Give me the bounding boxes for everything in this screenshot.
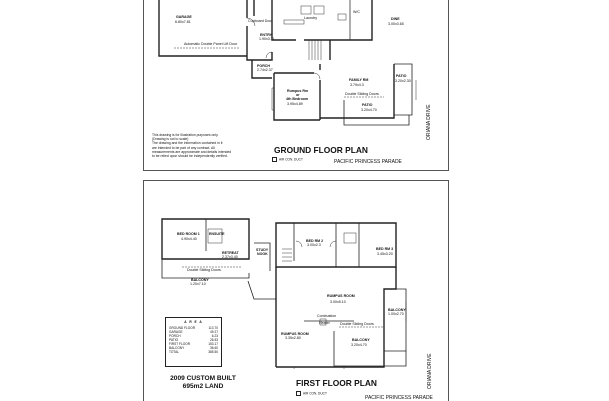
ground-floor-sheet	[143, 0, 449, 171]
cupboard-door-label: Cupboard Door	[248, 19, 273, 23]
ground-street-side: ORIANA DRIVE	[426, 104, 432, 140]
first-street-side: ORIANA DRIVE	[427, 353, 433, 389]
nook-label: NOOK	[257, 252, 268, 256]
patio-dimension: 3.20x4.70	[361, 108, 377, 112]
area-row: PORCH 6.23	[169, 334, 218, 338]
first-floor-title: FIRST FLOOR PLAN	[296, 378, 377, 388]
patio-label: PATIO	[362, 103, 373, 107]
area-table	[165, 317, 222, 367]
entry-dimension: 1.90x3.71	[259, 37, 275, 41]
study-label: STUDY	[256, 248, 269, 252]
first-floor-plan-drawing	[144, 181, 448, 401]
balcony-left-label: BALCONY	[191, 278, 209, 282]
dine-dimension: 3.00x3.65	[388, 22, 404, 26]
laundry-label: Laundry	[304, 16, 317, 20]
ensuite-label: ENSUITE	[209, 232, 225, 236]
balcony-right-label: BALCONY	[388, 308, 406, 312]
first-legend: AIR CON. DUCT	[296, 391, 327, 396]
ground-floor-title: GROUND FLOOR PLAN	[274, 145, 368, 155]
retreat-label: RETREAT	[222, 251, 239, 255]
wc-label: W/C	[353, 10, 360, 14]
porch-dimension: 2.74x2.37	[257, 68, 273, 72]
balcony-left-dimension: 1.20x7.10	[190, 282, 206, 286]
garage-label: GARAGE	[176, 15, 192, 19]
porch-label: PORCH	[257, 64, 270, 68]
area-table-header: A R E A	[184, 320, 203, 324]
area-row: GROUND FLOOR 113.70	[169, 326, 218, 330]
area-row: TOTAL 385.50	[169, 350, 218, 354]
dine-label: DINE	[391, 17, 400, 21]
area-row: BALCONY 36.60	[169, 346, 218, 350]
side-patio-dimension: 3.20x2.30	[395, 79, 411, 83]
bed1-dimension: 4.90x4.40	[181, 237, 197, 241]
retreat-dimension: 2.37x3.40	[222, 255, 238, 259]
custom-built-text: 2009 CUSTOM BUILT 695m2 LAND	[170, 375, 236, 390]
first-street-bottom: PACIFIC PRINCESS PARADE	[365, 395, 433, 401]
balcony-right-dimension: 1.00x2.70	[388, 312, 404, 316]
rumpus-dimension: 3.95x4.89	[287, 102, 303, 106]
family-room-label: FAMILY RM	[349, 78, 369, 82]
bed1-sliding-doors-label: Double Sliding Doors	[187, 268, 221, 272]
rumpus-room-label: RUMPUS ROOM	[327, 294, 355, 298]
ground-legend: AIR CON. DUCT	[272, 157, 303, 162]
balcony-bottom-label: BALCONY	[352, 338, 370, 342]
disclaimer-text: This drawing is for illustration purposes only. (Drawing is not to scale) The drawing and the information contained in it are intended to be part of any contract. All measurements are approximate and details intended to be relied upon should be independently verified.	[152, 133, 232, 159]
ground-street-bottom: PACIFIC PRINCESS PARADE	[334, 159, 402, 165]
rumpus-room-dimension: 3.00x5.10	[330, 300, 346, 304]
area-row: PATIO 26.53	[169, 338, 218, 342]
rumpus-label: Rumpus Rm	[287, 89, 309, 93]
family-room-dimension: 3.79x4.3	[350, 83, 364, 87]
air-con-duct-icon	[272, 157, 277, 162]
bed1-label: BED ROOM 1	[177, 232, 200, 236]
bed3-dimension: 3.45x3.20	[377, 252, 393, 256]
sliding-doors-label: Double Sliding Doors	[345, 92, 379, 96]
bed3-label: BED RM 3	[376, 247, 394, 251]
balcony-bottom-dimension: 3.20x4.70	[351, 343, 367, 347]
area-row: GARAGE 49.27	[169, 330, 218, 334]
side-patio-label: PATIO	[396, 74, 407, 78]
rumpus-or-label: or	[296, 93, 300, 97]
bed2-label: BED RM 2	[306, 239, 324, 243]
lift-door-label: Automatic Double Panel Lift Door	[184, 42, 238, 46]
rumpus-room2-dimension: 3.35x2.80	[285, 336, 301, 340]
area-row: FIRST FLOOR 153.17	[169, 342, 218, 346]
garage-dimension: 6.80x7.81	[175, 20, 191, 24]
air-con-duct-icon	[296, 391, 301, 396]
rumpus-room2-label: RUMPUS ROOM	[281, 332, 309, 336]
fourth-bedroom-label: 4th Bedroom	[286, 97, 309, 101]
combustion-label: Combustion	[317, 314, 337, 318]
first-floor-sheet	[143, 180, 449, 401]
heater-label: Heater	[319, 321, 330, 325]
rumpus-sliding-doors-label: Double Sliding Doors	[340, 322, 374, 326]
bed2-dimension: 3.00x2.3	[307, 243, 321, 247]
entry-label: ENTRY	[260, 33, 273, 37]
